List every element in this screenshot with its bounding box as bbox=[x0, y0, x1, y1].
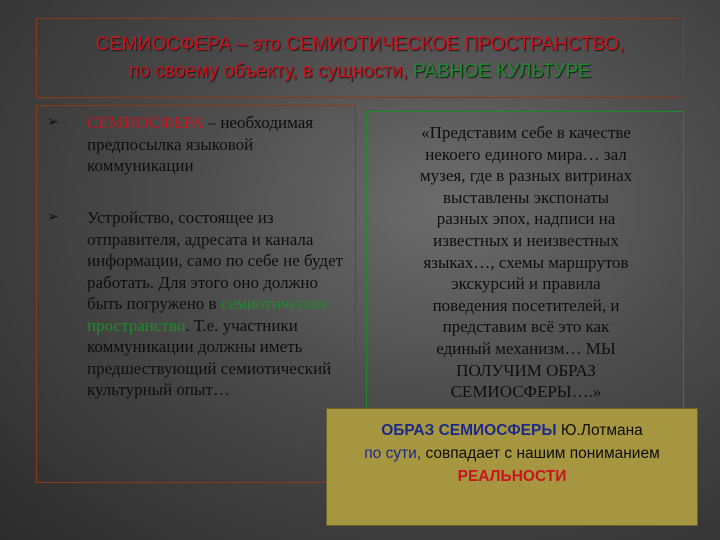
arrow-bullet-icon: ➢ bbox=[47, 114, 59, 130]
quote-line: ПОЛУЧИМ ОБРАЗ bbox=[456, 360, 596, 380]
quote-line: музея, где в разных витринах bbox=[419, 166, 633, 186]
quote-line: выставлены экспонаты bbox=[442, 187, 610, 207]
lotman-quote-panel bbox=[366, 111, 684, 431]
title-line-1 bbox=[96, 31, 625, 58]
quote-line: языках…, схемы маршрутов bbox=[423, 252, 629, 272]
summary-author: Ю.Лотмана bbox=[556, 422, 643, 439]
title-line-2 bbox=[129, 58, 591, 85]
device-text-start: Устройство, состоящее из отправителя, адресата и канала информации, само по себе не будет работать. Для этого оно должно быть погружено в bbox=[87, 208, 344, 313]
title-semiotic-space: СЕМИОТИЧЕСКОЕ ПРОСТРАНСТВО, bbox=[285, 34, 625, 55]
title-connector: – это bbox=[231, 34, 286, 55]
title-equal-culture: РАВНОЕ КУЛЬТУРЕ bbox=[413, 61, 591, 82]
bullet-text-definition bbox=[87, 112, 357, 177]
left-text-panel bbox=[36, 105, 356, 483]
summary-line-3 bbox=[327, 465, 697, 488]
device-text-end: . Т.е. участники коммуникации должны иметь предшествующий семиотический культурный опыт… bbox=[87, 315, 332, 399]
slide-title bbox=[36, 18, 684, 98]
summary-in-essence: по сути, bbox=[364, 445, 426, 462]
quote-line: экскурсий и правила bbox=[451, 274, 601, 294]
quote-line: известных и неизвестных bbox=[433, 230, 619, 250]
summary-line-2 bbox=[327, 442, 697, 465]
quote-line: разных эпох, надписи на bbox=[436, 209, 616, 229]
quote-line: некоего единого мира… зал bbox=[425, 144, 627, 164]
summary-image-semiosphere: ОБРАЗ СЕМИОСФЕРЫ bbox=[381, 422, 557, 439]
summary-line-1 bbox=[327, 419, 697, 442]
quote-line: «Представим себе в качестве bbox=[421, 123, 631, 142]
lotman-quote bbox=[367, 122, 685, 403]
quote-line: единый механизм… МЫ bbox=[436, 338, 616, 358]
summary-coincides: совпадает с нашим пониманием bbox=[425, 445, 660, 462]
quote-line: поведения посетителей, и bbox=[432, 295, 620, 315]
bullet-text-device bbox=[87, 207, 357, 401]
title-subtext: по своему объекту, в сущности, bbox=[129, 61, 413, 82]
quote-line: СЕМИОСФЕРЫ….» bbox=[450, 382, 602, 402]
summary-reality: РЕАЛЬНОСТИ bbox=[457, 468, 567, 485]
title-term-semiosphere: СЕМИОСФЕРА bbox=[95, 34, 232, 55]
summary-box bbox=[326, 408, 698, 526]
arrow-bullet-icon: ➢ bbox=[47, 209, 59, 225]
semiotic-space-highlight: семиотическое пространство bbox=[87, 294, 329, 335]
term-semiosphere: СЕМИОСФЕРА bbox=[87, 113, 204, 132]
quote-line: представим всё это как bbox=[442, 317, 610, 337]
definition-rest: – необходимая предпосылка языковой коммуникации bbox=[87, 113, 314, 175]
